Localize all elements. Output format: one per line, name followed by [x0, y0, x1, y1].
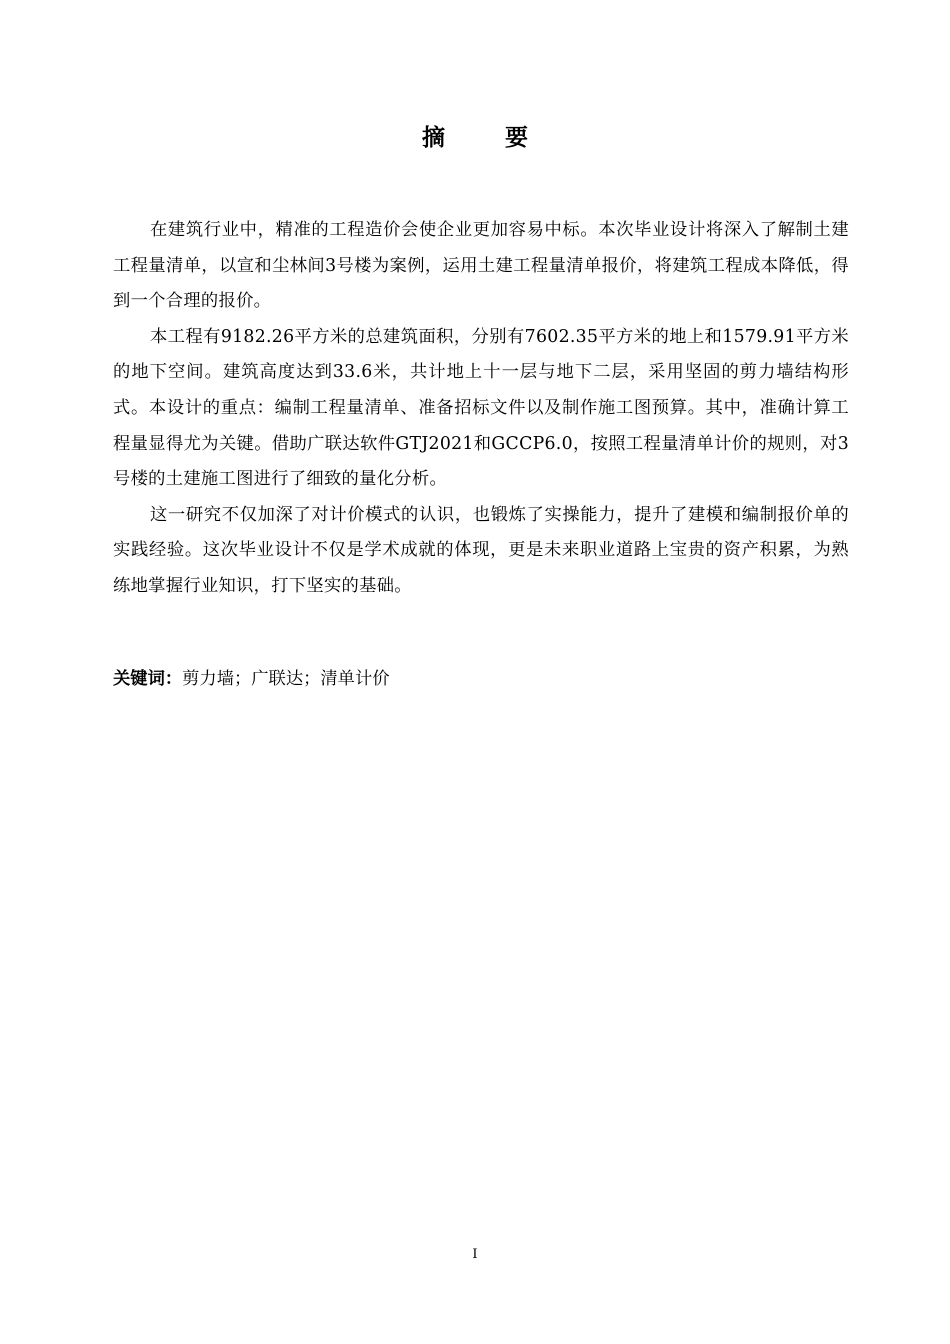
- abstract-title: 摘 要: [421, 124, 554, 151]
- abstract-paragraph-1: 在建筑行业中，精准的工程造价会使企业更加容易中标。本次毕业设计将深入了解制土建工程量清单，以宣和尘林间3号楼为案例，运用土建工程量清单报价，将建筑工程成本降低，得到一个合理的报价。: [113, 220, 849, 312]
- keywords-label: 关键词：: [113, 669, 183, 689]
- abstract-paragraph-3: 这一研究不仅加深了对计价模式的认识，也锻炼了实操能力，提升了建模和编制报价单的实践经验。这次毕业设计不仅是学术成就的体现，更是未来职业道路上宝贵的资产积累，为熟练地掌握行业知识，打下坚实的基础。: [113, 504, 849, 596]
- keywords-value: 剪力墙；广联达；清单计价: [182, 669, 390, 689]
- abstract-paragraph-2: 本工程有9182.26平方米的总建筑面积，分别有7602.35平方米的地上和1579.91平方米的地下空间。建筑高度达到33.6米，共计地上十一层与地下二层，采用坚固的剪力墙结构形式。本设计的重点：编制工程量清单、准备招标文件以及制作施工图预算。其中，准确计算工程量显得尤为关键。借助广联达软件GTJ2021和GCCP6.0，按照工程量清单计价的规则，对3号楼的土建施工图进行了细致的量化分析。: [113, 326, 849, 490]
- keywords-line: [113, 662, 849, 697]
- abstract-body: [113, 213, 849, 605]
- page-number: I: [472, 1247, 478, 1262]
